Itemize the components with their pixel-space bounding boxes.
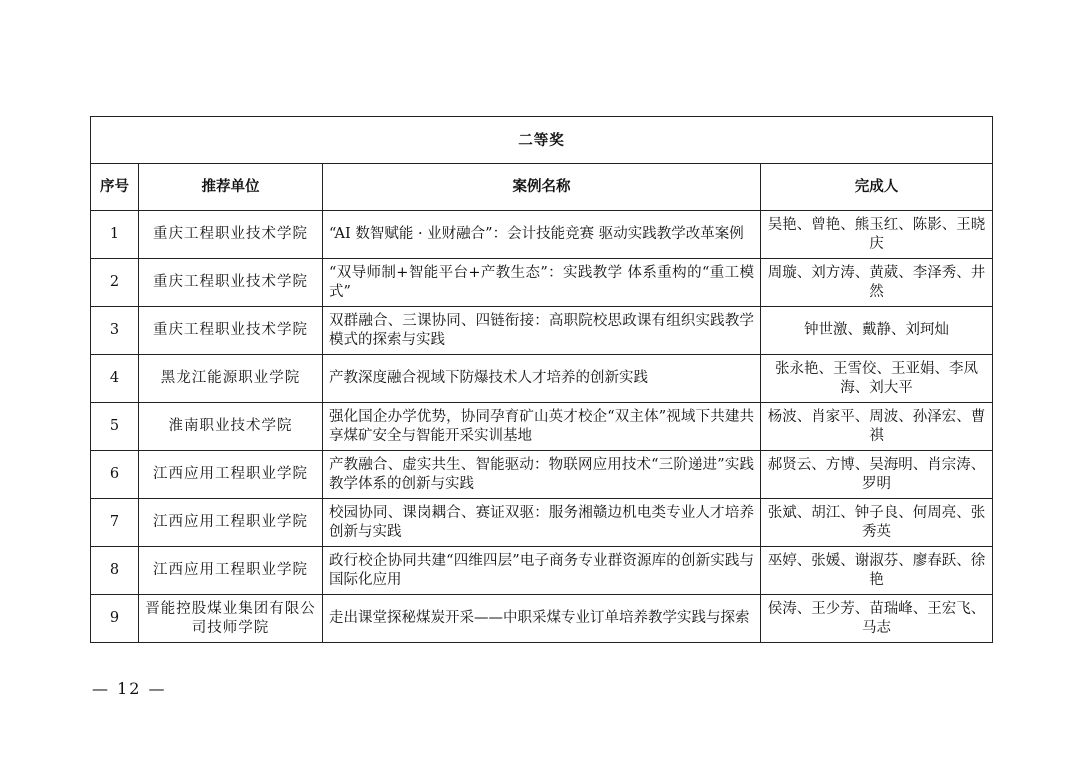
- table-row: [91, 403, 993, 451]
- row-case-name: 走出课堂探秘煤炭开采——中职采煤专业订单培养教学实践与探索: [323, 595, 761, 643]
- row-authors: 张斌、胡江、钟子良、何周亮、张秀英: [761, 499, 993, 547]
- col-header-case: 案例名称: [323, 164, 761, 211]
- row-case-name: “双导师制+智能平台+产教生态”：实践教学 体系重构的“重工模式”: [323, 259, 761, 307]
- table-row: [91, 307, 993, 355]
- award-title-row: [91, 117, 993, 164]
- row-authors: 张永艳、王雪佼、王亚娟、李凤海、刘大平: [761, 355, 993, 403]
- row-index: 1: [91, 211, 139, 259]
- row-authors: 侯涛、王少芳、苗瑞峰、王宏飞、马志: [761, 595, 993, 643]
- row-case-name: 强化国企办学优势，协同孕育矿山英才校企“双主体”视域下共建共享煤矿安全与智能开采实训基地: [323, 403, 761, 451]
- row-unit: 晋能控股煤业集团有限公司技师学院: [139, 595, 323, 643]
- table-row: [91, 211, 993, 259]
- row-unit: 江西应用工程职业学院: [139, 547, 323, 595]
- row-case-name: 产教融合、虚实共生、智能驱动：物联网应用技术“三阶递进”实践教学体系的创新与实践: [323, 451, 761, 499]
- table-row: [91, 355, 993, 403]
- row-authors: 杨波、肖家平、周波、孙泽宏、曹祺: [761, 403, 993, 451]
- table-row: [91, 547, 993, 595]
- row-unit: 江西应用工程职业学院: [139, 451, 323, 499]
- header-row: [91, 164, 993, 211]
- row-authors: 郝贤云、方博、吴海明、肖宗涛、罗明: [761, 451, 993, 499]
- row-authors: 周璇、刘方涛、黄葳、李泽秀、井然: [761, 259, 993, 307]
- row-index: 8: [91, 547, 139, 595]
- row-case-name: 双群融合、三课协同、四链衔接：高职院校思政课有组织实践教学模式的探索与实践: [323, 307, 761, 355]
- row-case-name: 产教深度融合视域下防爆技术人才培养的创新实践: [323, 355, 761, 403]
- row-index: 5: [91, 403, 139, 451]
- row-authors: 钟世激、戴静、刘珂灿: [761, 307, 993, 355]
- row-authors: 吴艳、曾艳、熊玉红、陈影、王晓庆: [761, 211, 993, 259]
- row-case-name: 校园协同、课岗耦合、赛证双驱：服务湘赣边机电类专业人才培养创新与实践: [323, 499, 761, 547]
- row-unit: 江西应用工程职业学院: [139, 499, 323, 547]
- row-authors: 巫婷、张媛、谢淑芬、廖春跃、徐艳: [761, 547, 993, 595]
- col-header-authors: 完成人: [761, 164, 993, 211]
- col-header-unit: 推荐单位: [139, 164, 323, 211]
- row-unit: 淮南职业技术学院: [139, 403, 323, 451]
- row-case-name: “AI 数智赋能 · 业财融合”：会计技能竞赛 驱动实践教学改革案例: [323, 211, 761, 259]
- col-header-index: 序号: [91, 164, 139, 211]
- table-row: [91, 595, 993, 643]
- row-index: 2: [91, 259, 139, 307]
- row-case-name: 政行校企协同共建“四维四层”电子商务专业群资源库的创新实践与国际化应用: [323, 547, 761, 595]
- award-table: [90, 116, 993, 643]
- row-unit: 黑龙江能源职业学院: [139, 355, 323, 403]
- table-row: [91, 499, 993, 547]
- table-row: [91, 259, 993, 307]
- row-index: 6: [91, 451, 139, 499]
- table-row: [91, 451, 993, 499]
- row-index: 7: [91, 499, 139, 547]
- row-unit: 重庆工程职业技术学院: [139, 307, 323, 355]
- page-number: — 12 —: [92, 679, 167, 698]
- row-unit: 重庆工程职业技术学院: [139, 259, 323, 307]
- row-index: 3: [91, 307, 139, 355]
- row-index: 9: [91, 595, 139, 643]
- row-index: 4: [91, 355, 139, 403]
- row-unit: 重庆工程职业技术学院: [139, 211, 323, 259]
- award-level-title: 二等奖: [91, 117, 993, 164]
